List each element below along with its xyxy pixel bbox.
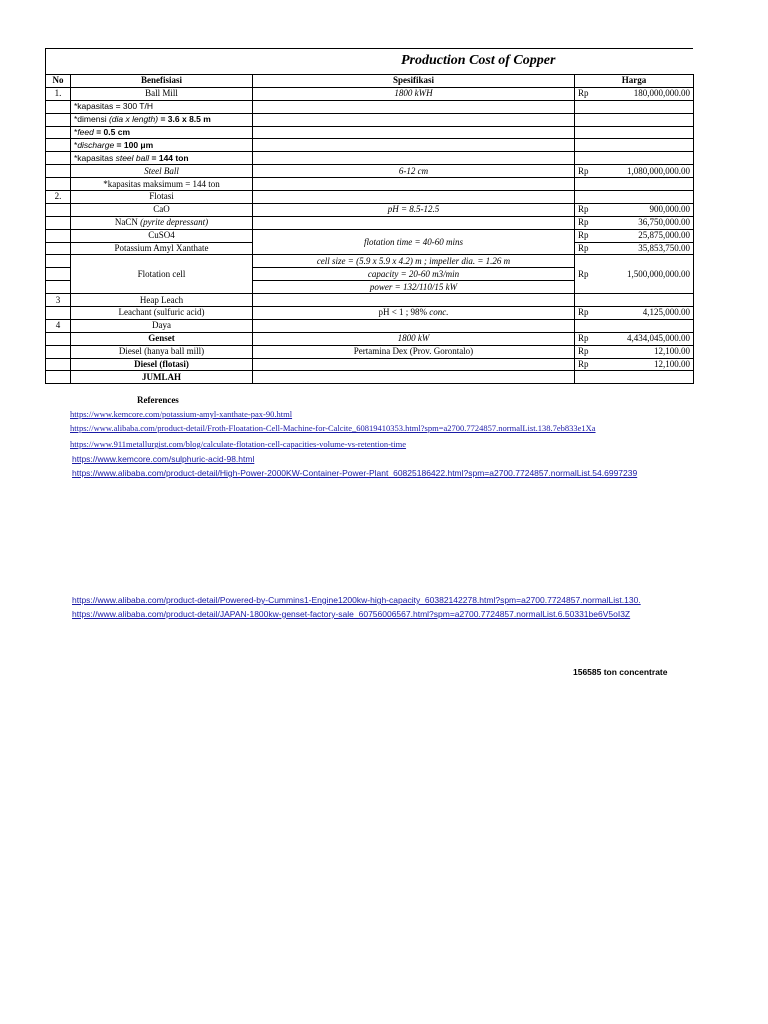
row-price: 25,875,000.00 <box>597 229 694 242</box>
cost-table <box>45 74 694 384</box>
table-row <box>46 229 694 242</box>
total-label: JUMLAH <box>71 371 253 384</box>
row-currency: Rp <box>575 203 597 216</box>
reference-link[interactable]: https://www.alibaba.com/product-detail/Froth-Floatation-Cell-Machine-for-Calcite_60819410353.html?spm=a2700.7724857.normalList.138.7eb833e1Xa <box>70 423 596 433</box>
table-row <box>46 152 694 165</box>
references-heading: References <box>137 395 179 405</box>
table-row <box>46 203 694 216</box>
table-row <box>46 100 694 113</box>
row-spec: Pertamina Dex (Prov. Gorontalo) <box>253 345 575 358</box>
row-item: Leachant (sulfuric acid) <box>71 307 253 320</box>
concentrate-note: 156585 ton concentrate <box>573 667 668 677</box>
row-currency: Rp <box>575 307 597 320</box>
row-currency: Rp <box>575 216 597 229</box>
row-item: Potassium Amyl Xanthate <box>71 242 253 255</box>
table-row <box>46 191 694 204</box>
row-item: Flotasi <box>71 191 253 204</box>
row-currency: Rp <box>575 255 597 294</box>
row-spec: capacity = 20-60 m3/min <box>253 268 575 281</box>
row-spec: power = 132/110/15 kW <box>253 281 575 294</box>
header-benefisiasi: Benefisiasi <box>71 75 253 88</box>
row-currency: Rp <box>575 345 597 358</box>
header-harga: Harga <box>575 75 694 88</box>
table-row <box>46 87 694 100</box>
row-item: Ball Mill <box>71 87 253 100</box>
sheet-title: Production Cost of Copper <box>401 53 556 68</box>
row-currency: Rp <box>575 87 597 100</box>
row-spec: 1800 kWH <box>253 87 575 100</box>
reference-link[interactable]: https://www.alibaba.com/product-detail/High-Power-2000KW-Container-Power-Plant_60825186422.html?spm=a2700.7724857.normalList.54.6997239 <box>72 468 638 478</box>
row-price: 180,000,000.00 <box>597 87 694 100</box>
table-row <box>46 345 694 358</box>
row-spec: pH < 1 ; 98% conc. <box>253 307 575 320</box>
row-spec: 6-12 cm <box>253 165 575 178</box>
table-row <box>46 294 694 307</box>
row-item: Diesel (flotasi) <box>71 358 253 371</box>
table-row <box>46 319 694 332</box>
row-item: NaCN (pyrite depressant) <box>71 216 253 229</box>
table-row <box>46 358 694 371</box>
row-price: 36,750,000.00 <box>597 216 694 229</box>
row-item: *kapasitas steel ball = 144 ton <box>71 152 253 165</box>
row-item: Daya <box>71 319 253 332</box>
row-spec: 1800 kW <box>253 332 575 345</box>
row-price: 1,500,000,000.00 <box>597 255 694 294</box>
table-row <box>46 307 694 320</box>
table-row <box>46 332 694 345</box>
reference-link[interactable]: https://www.911metallurgist.com/blog/calculate-flotation-cell-capacities-volume-vs-retention-time <box>70 439 407 449</box>
row-item: Steel Ball <box>71 165 253 178</box>
row-item: *discharge = 100 μm <box>71 139 253 152</box>
row-item: CaO <box>71 203 253 216</box>
row-item: *kapasitas = 300 T/H <box>71 100 253 113</box>
row-item: *kapasitas maksimum = 144 ton <box>71 178 253 191</box>
table-row <box>46 113 694 126</box>
row-currency: Rp <box>575 242 597 255</box>
row-currency: Rp <box>575 165 597 178</box>
table-row <box>46 178 694 191</box>
row-price: 35,853,750.00 <box>597 242 694 255</box>
header-no: No <box>46 75 71 88</box>
title-row <box>45 48 693 74</box>
table-row <box>46 126 694 139</box>
row-spec: flotation time = 40-60 mins <box>253 229 575 255</box>
row-currency: Rp <box>575 229 597 242</box>
reference-link[interactable]: https://www.kemcore.com/sulphuric-acid-98.html <box>72 454 255 464</box>
row-price: 12,100.00 <box>597 358 694 371</box>
row-item: *dimensi (dia x length) = 3.6 x 8.5 m <box>71 113 253 126</box>
row-no: 4 <box>46 319 71 332</box>
row-item: Flotation cell <box>71 255 253 294</box>
row-no: 1. <box>46 87 71 100</box>
row-price: 900,000.00 <box>597 203 694 216</box>
row-item: Diesel (hanya ball mill) <box>71 345 253 358</box>
reference-link[interactable]: https://www.kemcore.com/potassium-amyl-xanthate-pax-90.html <box>70 409 293 419</box>
reference-link[interactable]: https://www.alibaba.com/product-detail/JAPAN-1800kw-genset-factory-sale_60756006567.html?spm=a2700.7724857.normalList.6.50331be6V5oI3Z <box>72 609 631 619</box>
cost-sheet <box>45 48 693 384</box>
total-row <box>46 371 694 384</box>
row-item: Genset <box>71 332 253 345</box>
row-spec: cell size = (5.9 x 5.9 x 4.2) m ; impeller dia. = 1.26 m <box>253 255 575 268</box>
row-price: 4,434,045,000.00 <box>597 332 694 345</box>
row-price: 12,100.00 <box>597 345 694 358</box>
row-price: 1,080,000,000.00 <box>597 165 694 178</box>
row-item: *feed = 0.5 cm <box>71 126 253 139</box>
header-row <box>46 75 694 88</box>
row-spec: pH = 8.5-12.5 <box>253 203 575 216</box>
table-row <box>46 216 694 229</box>
row-item: Heap Leach <box>71 294 253 307</box>
header-spesifikasi: Spesifikasi <box>253 75 575 88</box>
table-row <box>46 165 694 178</box>
row-no: 3 <box>46 294 71 307</box>
row-item: CuSO4 <box>71 229 253 242</box>
table-row <box>46 255 694 268</box>
reference-link[interactable]: https://www.alibaba.com/product-detail/Powered-by-Cummins1-Engine1200kw-high-capacity_60382142278.html?spm=a2700.7724857.normalList.130. <box>72 595 641 605</box>
table-row <box>46 139 694 152</box>
row-no: 2. <box>46 191 71 204</box>
row-currency: Rp <box>575 358 597 371</box>
row-currency: Rp <box>575 332 597 345</box>
row-price: 4,125,000.00 <box>597 307 694 320</box>
